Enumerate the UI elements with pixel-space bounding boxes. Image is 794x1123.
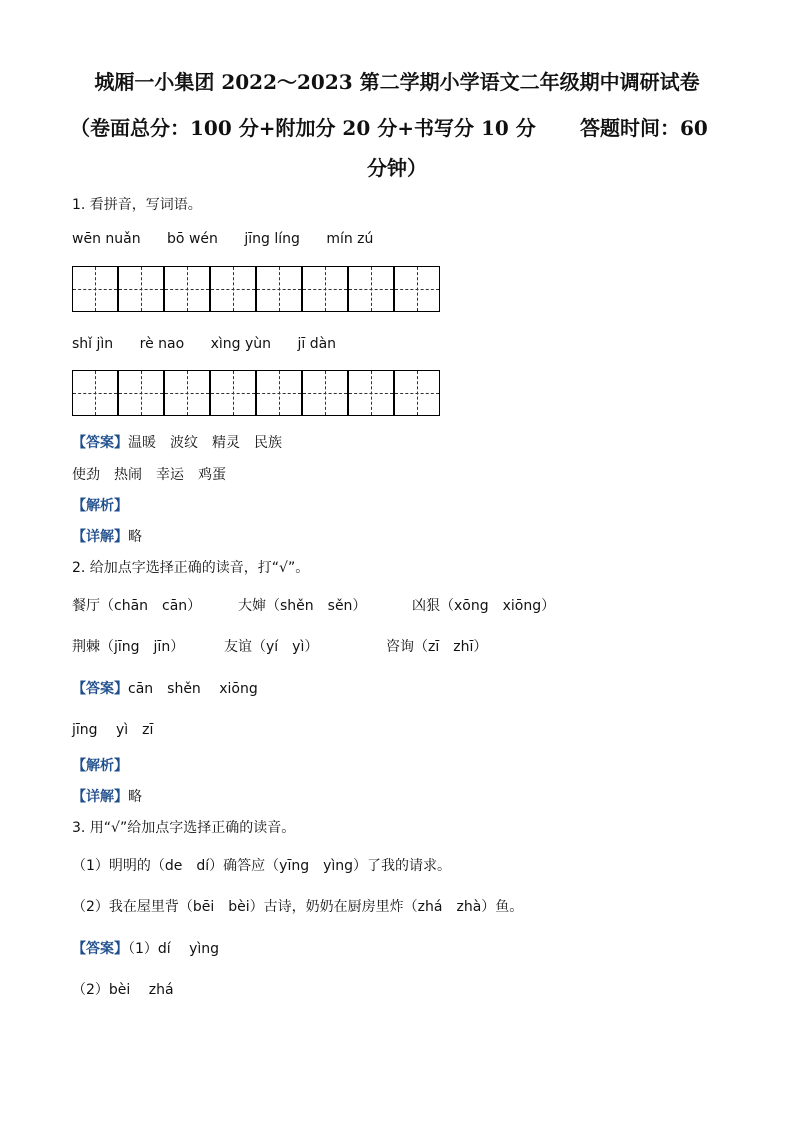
q2-answer-line2: jīng yì zī xyxy=(72,722,154,738)
answer-label: 【答案】 xyxy=(72,941,128,957)
q3-stem: 3. 用“√”给加点字选择正确的读音。 xyxy=(72,820,296,836)
writing-cell xyxy=(256,266,302,312)
q2-option: 荆棘（jīng jīn） xyxy=(72,639,185,655)
pinyin-word: wēn nuǎn xyxy=(72,231,141,247)
q1-pinyin-row1 xyxy=(72,231,395,247)
pinyin-word: xìng yùn xyxy=(210,336,272,352)
analysis-label: 【解析】 xyxy=(72,758,128,774)
pinyin-word: rè nao xyxy=(139,336,185,352)
q3-answer xyxy=(72,938,219,958)
q2-option: 餐厅（chān cān） xyxy=(72,598,202,614)
writing-cell xyxy=(256,370,302,416)
exam-subtitle xyxy=(70,112,730,141)
q2-detail xyxy=(72,786,142,806)
answer-text: 温暖 波纹 精灵 民族 xyxy=(128,435,282,451)
detail-text: 略 xyxy=(128,529,142,545)
writing-cell xyxy=(164,266,210,312)
q2-option: 大婶（shěn sěn） xyxy=(238,598,367,614)
q1-answer-line2: 使劲 热闹 幸运 鸡蛋 xyxy=(72,467,226,483)
exam-subtitle-end: 分钟） xyxy=(367,156,427,180)
q1-pinyin-row2 xyxy=(72,336,358,352)
exam-title: 城厢一小集团 2022～2023 第二学期小学语文二年级期中调研试卷 xyxy=(94,70,700,94)
pinyin-word: mín zú xyxy=(326,231,374,247)
detail-label: 【详解】 xyxy=(72,529,128,545)
time-info: 答题时间：60 xyxy=(580,116,708,140)
writing-cell xyxy=(348,266,394,312)
answer-label: 【答案】 xyxy=(72,435,128,451)
detail-label: 【详解】 xyxy=(72,789,128,805)
pinyin-word: jīng líng xyxy=(244,231,300,247)
q1-detail xyxy=(72,526,142,546)
q2-option: 凶狠（xōng xiōng） xyxy=(412,598,556,614)
writing-cell xyxy=(302,370,348,416)
writing-cell xyxy=(164,370,210,416)
writing-cell xyxy=(394,266,440,312)
writing-cell xyxy=(118,370,164,416)
pinyin-word: bō wén xyxy=(167,231,218,247)
writing-cell xyxy=(72,370,118,416)
writing-cell xyxy=(72,266,118,312)
analysis-label: 【解析】 xyxy=(72,498,128,514)
q2-option: 友谊（yí yì） xyxy=(224,639,319,655)
answer-text: （1）dí yìng xyxy=(128,941,220,957)
q1-stem: 1. 看拼音，写词语。 xyxy=(72,197,202,213)
detail-text: 略 xyxy=(128,789,142,805)
q2-stem: 2. 给加点字选择正确的读音，打“√”。 xyxy=(72,560,310,576)
writing-cell xyxy=(210,370,256,416)
writing-cell xyxy=(302,266,348,312)
q2-answer xyxy=(72,678,258,698)
writing-cell xyxy=(394,370,440,416)
pinyin-word: jī dàn xyxy=(297,336,337,352)
q3-item1: （1）明明的（de dí）确答应（yīng yìng）了我的请求。 xyxy=(72,858,452,874)
answer-label: 【答案】 xyxy=(72,681,128,697)
q3-item2: （2）我在屋里背（bēi bèi）古诗，奶奶在厨房里炸（zhá zhà）鱼。 xyxy=(72,899,524,915)
q1-answer xyxy=(72,432,282,452)
answer-text: cān shěn xiōng xyxy=(128,681,258,697)
q3-answer-line2: （2）bèi zhá xyxy=(72,982,174,998)
writing-cell xyxy=(118,266,164,312)
writing-cell xyxy=(348,370,394,416)
pinyin-word: shǐ jìn xyxy=(72,336,114,352)
score-info: （卷面总分：100 分+附加分 20 分+书写分 10 分 xyxy=(70,116,536,140)
writing-cell xyxy=(210,266,256,312)
q2-option: 咨询（zī zhī） xyxy=(386,639,488,655)
